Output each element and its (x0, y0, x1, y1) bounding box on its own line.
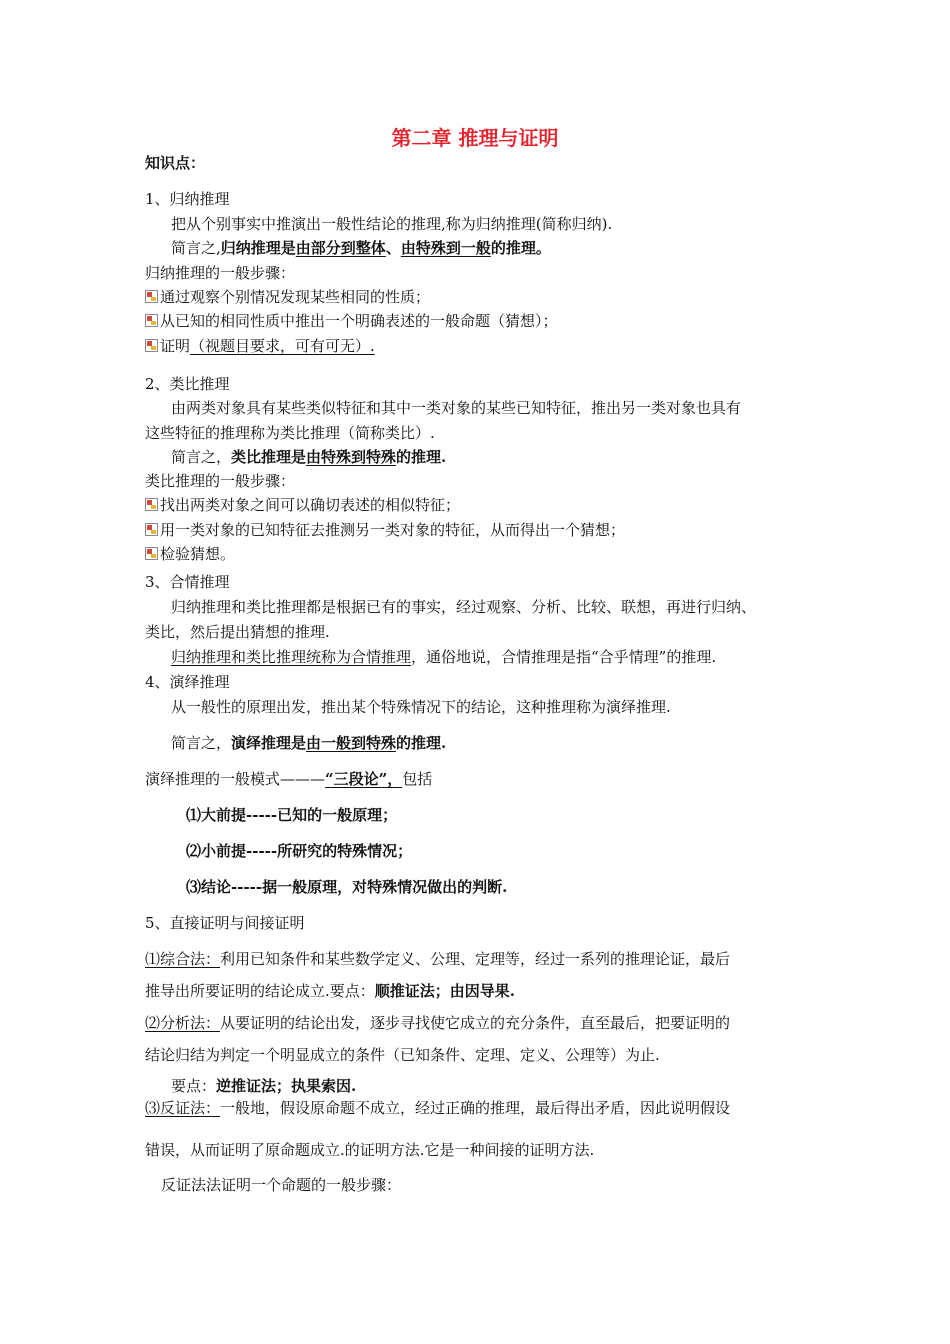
s5-heading: 5、直接证明与间接证明 (145, 914, 305, 932)
s1-brief-u2: 由特殊到一般 (400, 239, 491, 257)
s2-heading: 2、类比推理 (145, 375, 230, 393)
s4-item-3: ⑶结论-----据一般原理，对特殊情况做出的判断. (186, 878, 508, 896)
s5-method-1 (145, 948, 730, 970)
broken-image-icon (145, 498, 158, 511)
s5-method-2-line2: 结论归结为判定一个明显成立的条件（已知条件、定理、定义、公理等）为止. (145, 1046, 660, 1064)
s1-step-3-text: 证明 (160, 337, 191, 355)
s1-brief-a: 归纳推理是 (220, 239, 296, 257)
s5-m1-key: 顺推证法；由因导果. (374, 982, 516, 1000)
s1-brief (171, 237, 551, 259)
s5-method-3-steps: 反证法法证明一个命题的一般步骤： (161, 1176, 402, 1194)
s2-step-1-text: 找出两类对象之间可以确切表述的相似特征； (160, 496, 461, 514)
s3-paragraph-2: 类比，然后提出猜想的推理. (145, 623, 330, 641)
s4-item-1: ⑴大前提-----已知的一般原理； (186, 806, 398, 824)
s3-paragraph-1: 归纳推理和类比推理都是根据已有的事实，经过观察、分析、比较、联想，再进行归纳、 (171, 598, 757, 616)
s5-method-3-line2: 错误，从而证明了原命题成立.的证明方法.它是一种间接的证明方法. (145, 1141, 595, 1159)
s2-brief (171, 446, 446, 468)
s4-brief-u: 由一般到特殊 (306, 734, 397, 752)
s3-paragraph-3 (171, 646, 716, 668)
broken-image-icon (145, 547, 158, 560)
s5-m3-text: 一般地，假设原命题不成立，经过正确的推理，最后得出矛盾，因此说明假设 (220, 1099, 731, 1117)
s1-step-2 (145, 310, 558, 332)
s2-definition-1: 由两类对象具有某些类似特征和其中一类对象的某些已知特征，推出另一类对象也具有 (171, 399, 742, 417)
s2-brief-u: 由特殊到特殊 (306, 448, 397, 466)
broken-image-icon (145, 339, 158, 352)
s1-brief-u1: 由部分到整体 (295, 239, 386, 257)
s4-brief (171, 732, 446, 754)
s5-method-3 (145, 1097, 730, 1119)
s5-m1-line2-a: 推导出所要证明的结论成立.要点： (145, 982, 375, 1000)
s4-mode-c: 包括 (402, 770, 433, 788)
document-title: 第二章 推理与证明 (391, 126, 559, 150)
s2-step-2-text: 用一类对象的已知特征去推测另一类对象的特征，从而得出一个猜想； (160, 521, 626, 539)
s4-item-2: ⑵小前提-----所研究的特殊情况； (186, 842, 413, 860)
s5-m1-text: 利用已知条件和某些数学定义、公理、定理等，经过一系列的推理论证，最后 (220, 950, 731, 968)
section-label: 知识点： (145, 154, 206, 172)
s4-brief-a: 演绎推理是 (231, 734, 307, 752)
broken-image-icon (145, 290, 158, 303)
s4-mode-a: 演绎推理的一般模式——— (145, 770, 326, 788)
s2-definition-2: 这些特征的推理称为类比推理（简称类比）. (145, 424, 435, 442)
s5-m2-key-a: 要点： (171, 1077, 217, 1095)
s2-brief-prefix: 简言之， (171, 448, 232, 466)
s1-brief-b: 、 (385, 239, 401, 257)
s5-m2-label: ⑵分析法： (145, 1014, 221, 1032)
s2-step-1 (145, 494, 460, 516)
s2-steps-label: 类比推理的一般步骤： (145, 472, 296, 490)
broken-image-icon (145, 523, 158, 536)
s3-underlined: 归纳推理和类比推理统称为合情推理 (171, 648, 412, 666)
s1-steps-label: 归纳推理的一般步骤： (145, 264, 296, 282)
s5-m2-key-b: 逆推证法；执果索因. (216, 1077, 357, 1095)
broken-image-icon (145, 314, 158, 327)
s1-step-2-text: 从已知的相同性质中推出一个明确表述的一般命题（猜想）； (160, 312, 558, 330)
s5-method-1-line2 (145, 980, 515, 1002)
s1-brief-c: 的推理。 (490, 239, 551, 257)
s2-step-2 (145, 519, 625, 541)
s1-step-1-text: 通过观察个别情况发现某些相同的性质； (160, 288, 431, 306)
s4-definition: 从一般性的原理出发，推出某个特殊情况下的结论，这种推理称为演绎推理. (171, 698, 671, 716)
s4-mode-u: “三段论”， (325, 770, 403, 788)
s2-brief-c: 的推理. (396, 448, 447, 466)
s1-step-3-note: （视题目要求，可有可无）. (190, 337, 375, 355)
s4-brief-prefix: 简言之， (171, 734, 232, 752)
s3-heading: 3、合情推理 (145, 573, 230, 591)
s1-heading: 1、归纳推理 (145, 190, 230, 208)
s2-brief-a: 类比推理是 (231, 448, 307, 466)
s4-brief-c: 的推理. (396, 734, 447, 752)
s1-definition: 把从个别事实中推演出一般性结论的推理,称为归纳推理(简称归纳). (171, 215, 613, 233)
s5-method-2 (145, 1012, 730, 1034)
s1-brief-prefix: 简言之, (171, 239, 221, 257)
s5-m3-label: ⑶反证法： (145, 1099, 221, 1117)
s2-step-3-text: 检验猜想。 (160, 545, 236, 563)
s2-step-3 (145, 543, 235, 565)
s3-rest: ，通俗地说，合情推理是指“合乎情理”的推理. (411, 648, 717, 666)
s5-method-2-key (171, 1075, 356, 1097)
s5-m1-label: ⑴综合法： (145, 950, 221, 968)
s4-heading: 4、演绎推理 (145, 673, 230, 691)
s1-step-1 (145, 286, 430, 308)
s4-mode (145, 768, 432, 790)
s5-m2-text: 从要证明的结论出发，逐步寻找使它成立的充分条件，直至最后，把要证明的 (220, 1014, 731, 1032)
s1-step-3 (145, 335, 375, 357)
